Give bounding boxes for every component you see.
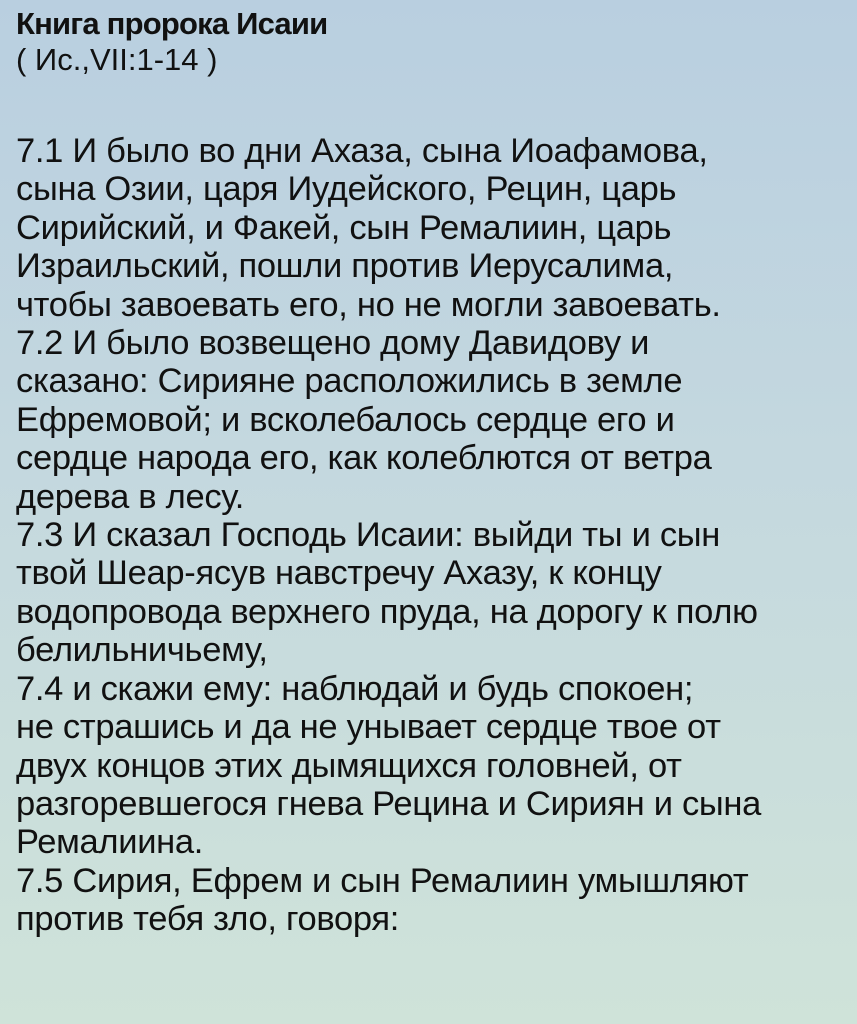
text-line: Ефремовой; и всколебалось сердце его и: [16, 400, 675, 439]
text-line: Сирийский, и Факей, сын Ремалиин, царь: [16, 208, 672, 247]
text-line: 7.1 И было во дни Ахаза, сына Иоафамова,: [16, 132, 708, 170]
text-line: водопровода верхнего пруда, на дорогу к полю: [16, 592, 758, 631]
text-line: двух концов этих дымящихся головней, от: [16, 746, 682, 785]
text-line: 7.5 Сирия, Ефрем и сын Ремалиин умышляют: [16, 861, 749, 900]
book-title: Книга пророка Исаии: [16, 6, 328, 41]
text-line: сердце народа его, как колеблются от ветра: [16, 439, 712, 478]
text-line: сына Озии, царя Иудейского, Рецин, царь: [16, 170, 677, 209]
text-line: дерева в лесу.: [16, 477, 245, 516]
text-line: не страшись и да не унывает сердце твое от: [16, 708, 721, 747]
text-line: против тебя зло, говоря:: [16, 900, 400, 939]
text-line: 7.2 И было возвещено дому Давидову и: [16, 324, 650, 363]
text-line: разгоревшегося гнева Рецина и Сириян и сына: [16, 784, 762, 823]
text-line: Ремалиина.: [16, 823, 204, 862]
text-line: 7.3 И сказал Господь Исаии: выйди ты и сын: [16, 516, 721, 555]
text-line: твой Шеар-ясув навстречу Ахазу, к концу: [16, 554, 662, 593]
text-line: 7.4 и скажи ему: наблюдай и будь спокоен;: [16, 669, 694, 708]
text-line: белильничьему,: [16, 631, 268, 670]
text-line: сказано: Сирияне расположились в земле: [16, 362, 683, 401]
text-line: чтобы завоевать его, но не могли завоевать.: [16, 285, 721, 324]
chapter-reference: ( Ис.,VII:1-14 ): [16, 42, 218, 77]
text-line: Израильский, пошли против Иерусалима,: [16, 247, 674, 286]
scripture-text: [16, 132, 843, 939]
